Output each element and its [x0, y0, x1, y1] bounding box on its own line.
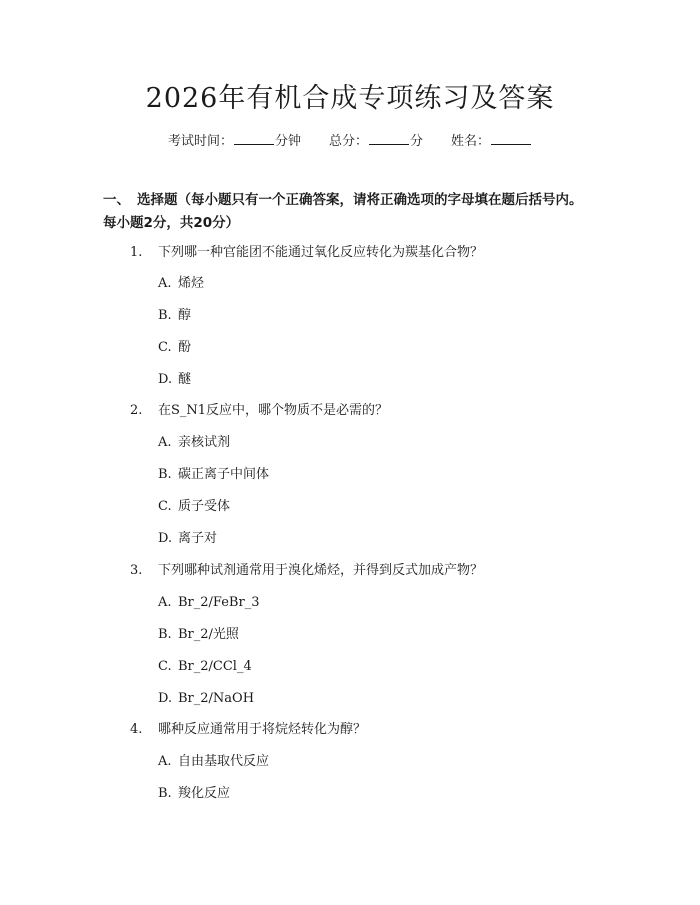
- question-4: [130, 721, 366, 739]
- option-4a: [158, 753, 269, 771]
- option-text: Br_2/NaOH: [178, 691, 255, 706]
- option-letter: A.: [158, 595, 172, 610]
- question-text: 下列哪种试剂通常用于溴化烯烃，并得到反式加成产物？: [158, 563, 484, 578]
- option-2b: [158, 466, 269, 484]
- question-text: 在S_N1反应中，哪个物质不是必需的？: [158, 403, 389, 418]
- question-number: 3.: [130, 563, 143, 578]
- option-letter: B.: [158, 467, 172, 482]
- option-letter: D.: [158, 531, 173, 546]
- option-text: Br_2/FeBr_3: [178, 595, 260, 610]
- question-3: [130, 562, 483, 580]
- option-1d: [158, 371, 191, 389]
- option-3b: [158, 626, 239, 644]
- option-3c: [158, 658, 252, 676]
- score-blank: [369, 131, 409, 145]
- question-number: 1.: [130, 245, 143, 260]
- section-heading-line2: 每小题2分，共20分）: [103, 215, 240, 231]
- name-blank: [491, 131, 531, 145]
- question-number: 4.: [130, 722, 143, 737]
- option-text: 质子受体: [178, 499, 231, 514]
- section-number: 一、: [103, 192, 130, 208]
- section-heading-line1: [103, 189, 603, 212]
- question-1: [130, 244, 483, 262]
- score-label: 总分：: [328, 134, 368, 149]
- name-label: 姓名：: [451, 134, 491, 149]
- option-1a: [158, 275, 204, 293]
- time-blank: [234, 131, 274, 145]
- option-4b: [158, 785, 230, 803]
- option-letter: B.: [158, 627, 172, 642]
- option-text: 醚: [178, 372, 192, 387]
- option-letter: A.: [158, 276, 172, 291]
- time-label: 考试时间：: [167, 134, 233, 149]
- question-number: 2.: [130, 403, 143, 418]
- exam-meta-line: [0, 131, 700, 151]
- option-2a: [158, 434, 230, 452]
- option-text: 离子对: [178, 531, 218, 546]
- option-letter: B.: [158, 308, 172, 323]
- option-1c: [158, 339, 191, 357]
- option-letter: B.: [158, 786, 172, 801]
- option-1b: [158, 307, 191, 325]
- question-text: 下列哪一种官能团不能通过氧化反应转化为羰基化合物？: [158, 245, 484, 260]
- score-unit: 分: [410, 134, 424, 149]
- section-heading: [103, 189, 603, 235]
- question-text: 哪种反应通常用于将烷烃转化为醇？: [158, 722, 367, 737]
- option-text: 醇: [178, 308, 192, 323]
- question-2: [130, 402, 388, 420]
- option-3d: [158, 690, 254, 708]
- option-letter: C.: [158, 499, 172, 514]
- option-text: 酚: [178, 340, 192, 355]
- option-letter: D.: [158, 691, 173, 706]
- option-text: 亲核试剂: [178, 435, 231, 450]
- time-unit: 分钟: [274, 134, 301, 149]
- option-2d: [158, 530, 217, 548]
- document-title: 2026年有机合成专项练习及答案: [145, 83, 555, 114]
- option-letter: D.: [158, 372, 173, 387]
- option-text: 羧化反应: [178, 786, 231, 801]
- option-letter: A.: [158, 435, 172, 450]
- option-text: 碳正离子中间体: [178, 467, 270, 482]
- section-heading-text: 选择题（每小题只有一个正确答案，请将正确选项的字母填在题后括号内。: [137, 192, 583, 208]
- option-letter: C.: [158, 659, 172, 674]
- option-text: 烯烃: [178, 276, 205, 291]
- option-text: Br_2/CCl_4: [178, 659, 252, 674]
- option-2c: [158, 498, 230, 516]
- option-letter: A.: [158, 754, 172, 769]
- option-text: Br_2/光照: [178, 627, 239, 642]
- option-letter: C.: [158, 340, 172, 355]
- option-3a: [158, 594, 259, 612]
- option-text: 自由基取代反应: [178, 754, 270, 769]
